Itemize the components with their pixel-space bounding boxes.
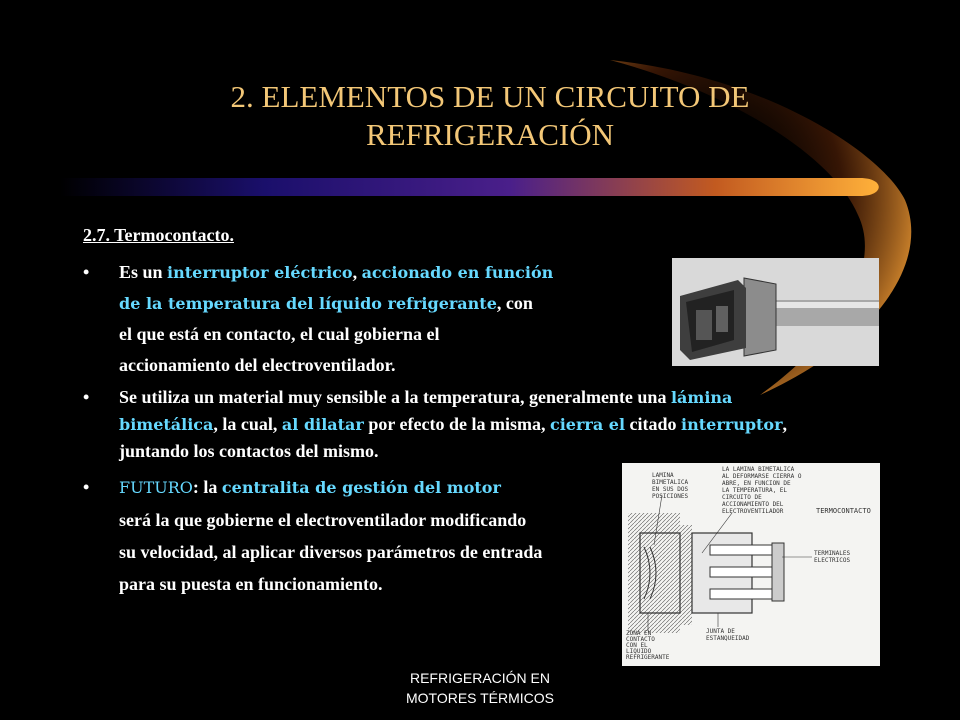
slide-title [150,78,830,154]
bullet-2 [83,384,787,465]
b2-text: juntando los contactos del mismo. [119,441,379,461]
b2-highlight: cierra el [549,415,626,434]
bullet-glyph: • [83,387,90,407]
b3-text: su velocidad, al aplicar diversos parámetros de entrada [119,542,543,562]
b2-highlight: al dilatar [281,415,364,434]
termocontacto-diagram [622,463,880,666]
b1-text: Es un [119,262,168,282]
bullet-glyph: • [83,262,90,282]
b1-text: accionamiento del electroventilador. [119,355,396,375]
b1-highlight: accionado en función [361,263,554,282]
diagram-label: ZONA EN [626,630,652,637]
diagram-label: AL DEFORMARSE CIERRA O [722,473,802,480]
bullet-1 [83,257,553,381]
section-subtitle: 2.7. Termocontacto. [83,225,234,245]
diagram-label: LA LAMINA BIMETALICA [722,466,795,473]
title-line-2: REFRIGERACIÓN [365,117,614,152]
b2-text: , la cual, [213,414,282,434]
diagram-label: ESTANQUEIDAD [706,635,750,642]
diagram-label: REFRIGERANTE [626,654,670,661]
b2-highlight: interruptor [681,415,783,434]
b2-highlight: bimetálica [119,415,214,434]
b1-text: , con [496,293,533,313]
diagram-label: JUNTA DE [706,628,735,635]
b1-highlight: interruptor eléctrico [167,263,353,282]
b1-highlight: de la temperatura del líquido refrigerante [119,294,497,313]
diagram-label: CONTACTO [626,636,655,643]
diagram-label: TERMINALES [814,550,851,557]
diagram-label: CON EL [626,642,648,649]
b1-text: , [352,262,362,282]
bullet-3 [83,471,542,600]
diagram-label: LIQUIDO [626,648,652,655]
footer-line-1: REFRIGERACIÓN EN [409,670,550,686]
bullet-glyph: • [83,477,90,497]
diagram-label: EN SUS DOS [652,486,689,493]
b3-text: será la que gobierne el electroventilador modificando [119,510,527,530]
diagram-label: TERMOCONTACTO [816,507,871,515]
b2-text: Se utiliza un material muy sensible a la temperatura, generalmente una [119,387,671,407]
diagram-label: ACCIONAMIENTO DEL [722,501,784,508]
b2-text: citado [625,414,682,434]
b3-highlight: centralita de gestión del motor [221,478,501,497]
diagram-label: BIMETALICA [652,479,689,486]
b2-text: por efecto de la misma, [363,414,550,434]
termocontacto-photo [672,258,879,366]
diagram-label: LA TEMPERATURA, EL [722,487,788,494]
diagram-label: ELECTROVENTILADOR [722,508,784,515]
b1-text: el que está en contacto, el cual gobierna el [119,324,440,344]
diagram-label: LAMINA [652,472,674,479]
b3-highlight: FUTURO [119,478,193,497]
diagram-label: CIRCUITO DE [722,494,762,501]
b2-text: , [782,414,787,434]
b2-highlight: lámina [670,388,733,407]
title-line-1: 2. ELEMENTOS DE UN CIRCUITO DE [230,79,750,114]
slide-footer [360,668,600,708]
footer-line-2: MOTORES TÉRMICOS [405,690,555,706]
diagram-label: ELECTRICOS [814,557,851,564]
b3-text: : la [192,477,222,497]
b3-text: para su puesta en funcionamiento. [119,574,383,594]
diagram-label: POSICIONES [652,493,689,500]
diagram-label: ABRE, EN FUNCION DE [722,480,791,487]
